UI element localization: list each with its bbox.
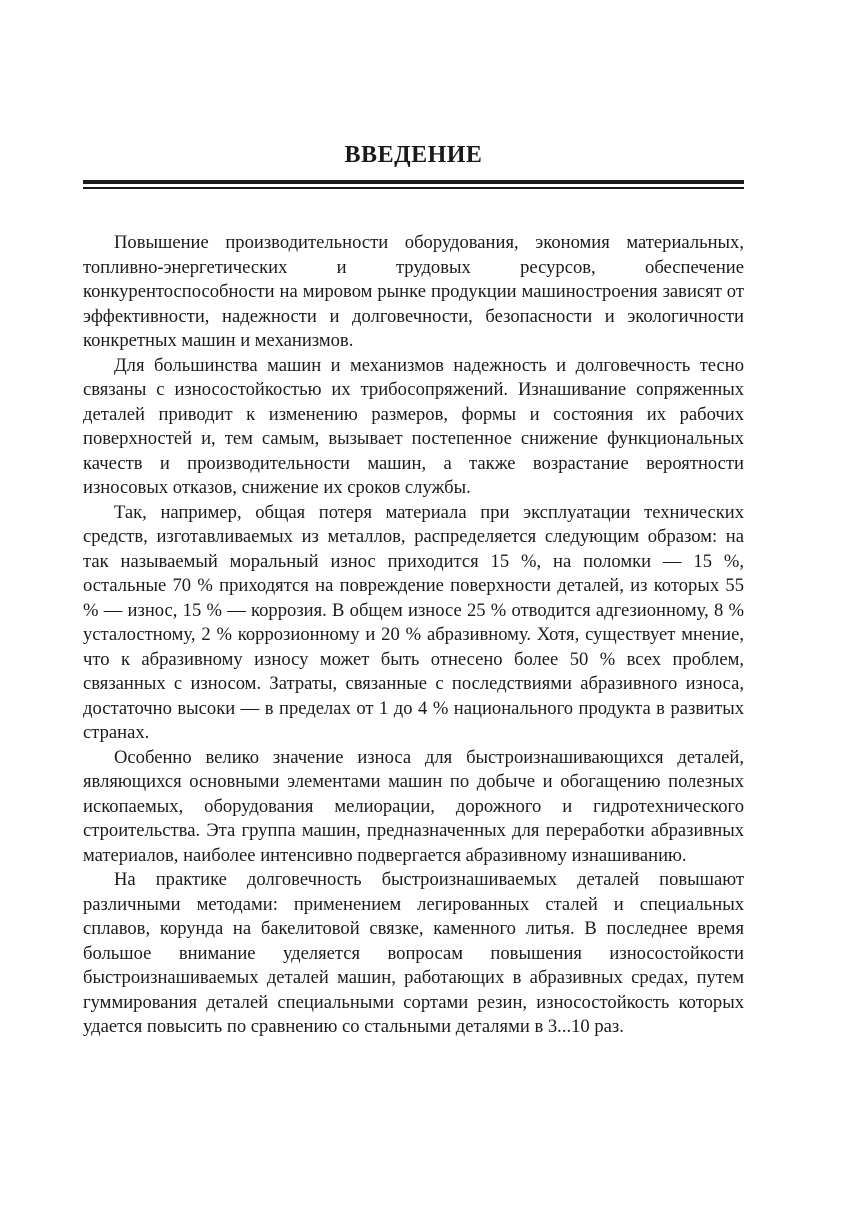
- chapter-body: [83, 231, 744, 1040]
- paragraph: На практике долговечность быстроизнашиваемых деталей повышают различными методами: применением легированных сталей и специальных сплавов, корунда на бакелитовой связке, каменного литья. В последнее время большое внимание уделяется вопросам повышения износостойкости быстроизнашиваемых деталей машин, работающих в абразивных средах, путем гуммирования деталей специальными сортами резин, износостойкость которых удается повысить по сравнению со стальными деталями в 3...10 раз.: [83, 869, 744, 1037]
- paragraph: Для большинства машин и механизмов надежность и долговечность тесно связаны с износостойкостью их трибосопряжений. Изнашивание сопряженных деталей приводит к изменению размеров, формы и состояния их рабочих поверхностей и, тем самым, вызывает постепенное снижение функциональных качеств и производительности машин, а также возрастание вероятности износовых отказов, снижение их сроков службы.: [83, 354, 744, 498]
- chapter-title: ВВЕДЕНИЕ: [344, 142, 483, 168]
- paragraph: Повышение производительности оборудования, экономия материальных, топливно-энергетических и трудовых ресурсов, обеспечение конкурентоспособности на мировом рынке продукции машиностроения зависят от эффективности, надежности и долговечности, безопасности и экологичности конкретных машин и механизмов.: [83, 232, 744, 351]
- paragraph: Особенно велико значение износа для быстроизнашивающихся деталей, являющихся основными элементами машин по добыче и обогащению полезных ископаемых, оборудования мелиорации, дорожного и гидротехнического строительства. Эта группа машин, предназначенных для переработки абразивных материалов, наиболее интенсивно подвергается абразивному изнашиванию.: [83, 746, 744, 866]
- title-rule-thin: [83, 187, 744, 189]
- title-rule-thick: [83, 180, 744, 184]
- paragraph: Так, например, общая потеря материала при эксплуатации технических средств, изготавливаемых из металлов, распределяется следующим образом: на так называемый моральный износ приходится 15 %, на поломки — 15 %, остальные 70 % приходятся на повреждение поверхности деталей, из которых 55 % — износ, 15 % — коррозия. В общем износе 25 % отводится адгезионному, 8 % усталостному, 2 % коррозионному и 20 % абразивному. Хотя, существует мнение, что к абразивному износу может быть отнесено более 50 % всех проблем, связанных с износом. Затраты, связанные с последствиями абразивного износа, достаточно высоки — в пределах от 1 до 4 % национального продукта в развитых странах.: [83, 501, 744, 743]
